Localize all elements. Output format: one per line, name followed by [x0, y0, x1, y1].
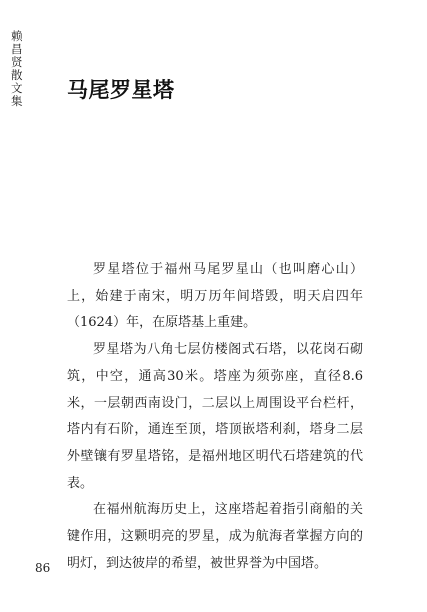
book-series-label: 赖昌贤散文集 — [11, 29, 23, 108]
paragraph-1: 罗星塔位于福州马尾罗星山（也叫磨心山）上，始建于南宋，明万历年间塔毁，明天启四年（1624）年，在原塔基上重建。 — [67, 262, 363, 331]
article-body — [67, 257, 363, 577]
chapter-title: 马尾罗星塔 — [67, 77, 175, 102]
paragraph-3: 在福州航海历史上，这座塔起着指引商船的关键作用，这颗明亮的罗星，成为航海者掌握方向的明灯，到达彼岸的希望，被世界誉为中国塔。 — [67, 502, 363, 571]
paragraph-2: 罗星塔为八角七层仿楼阁式石塔，以花岗石砌筑，中空，通高30米。塔座为须弥座，直径8.6米，一层朝西南设门，二层以上周围设平台栏杆，塔内有石阶，通连至顶，塔顶嵌塔利刹，塔身二层外壁镶有罗星塔铭，是福州地区明代石塔建筑的代表。 — [67, 342, 363, 491]
page-number: 86 — [35, 561, 51, 575]
